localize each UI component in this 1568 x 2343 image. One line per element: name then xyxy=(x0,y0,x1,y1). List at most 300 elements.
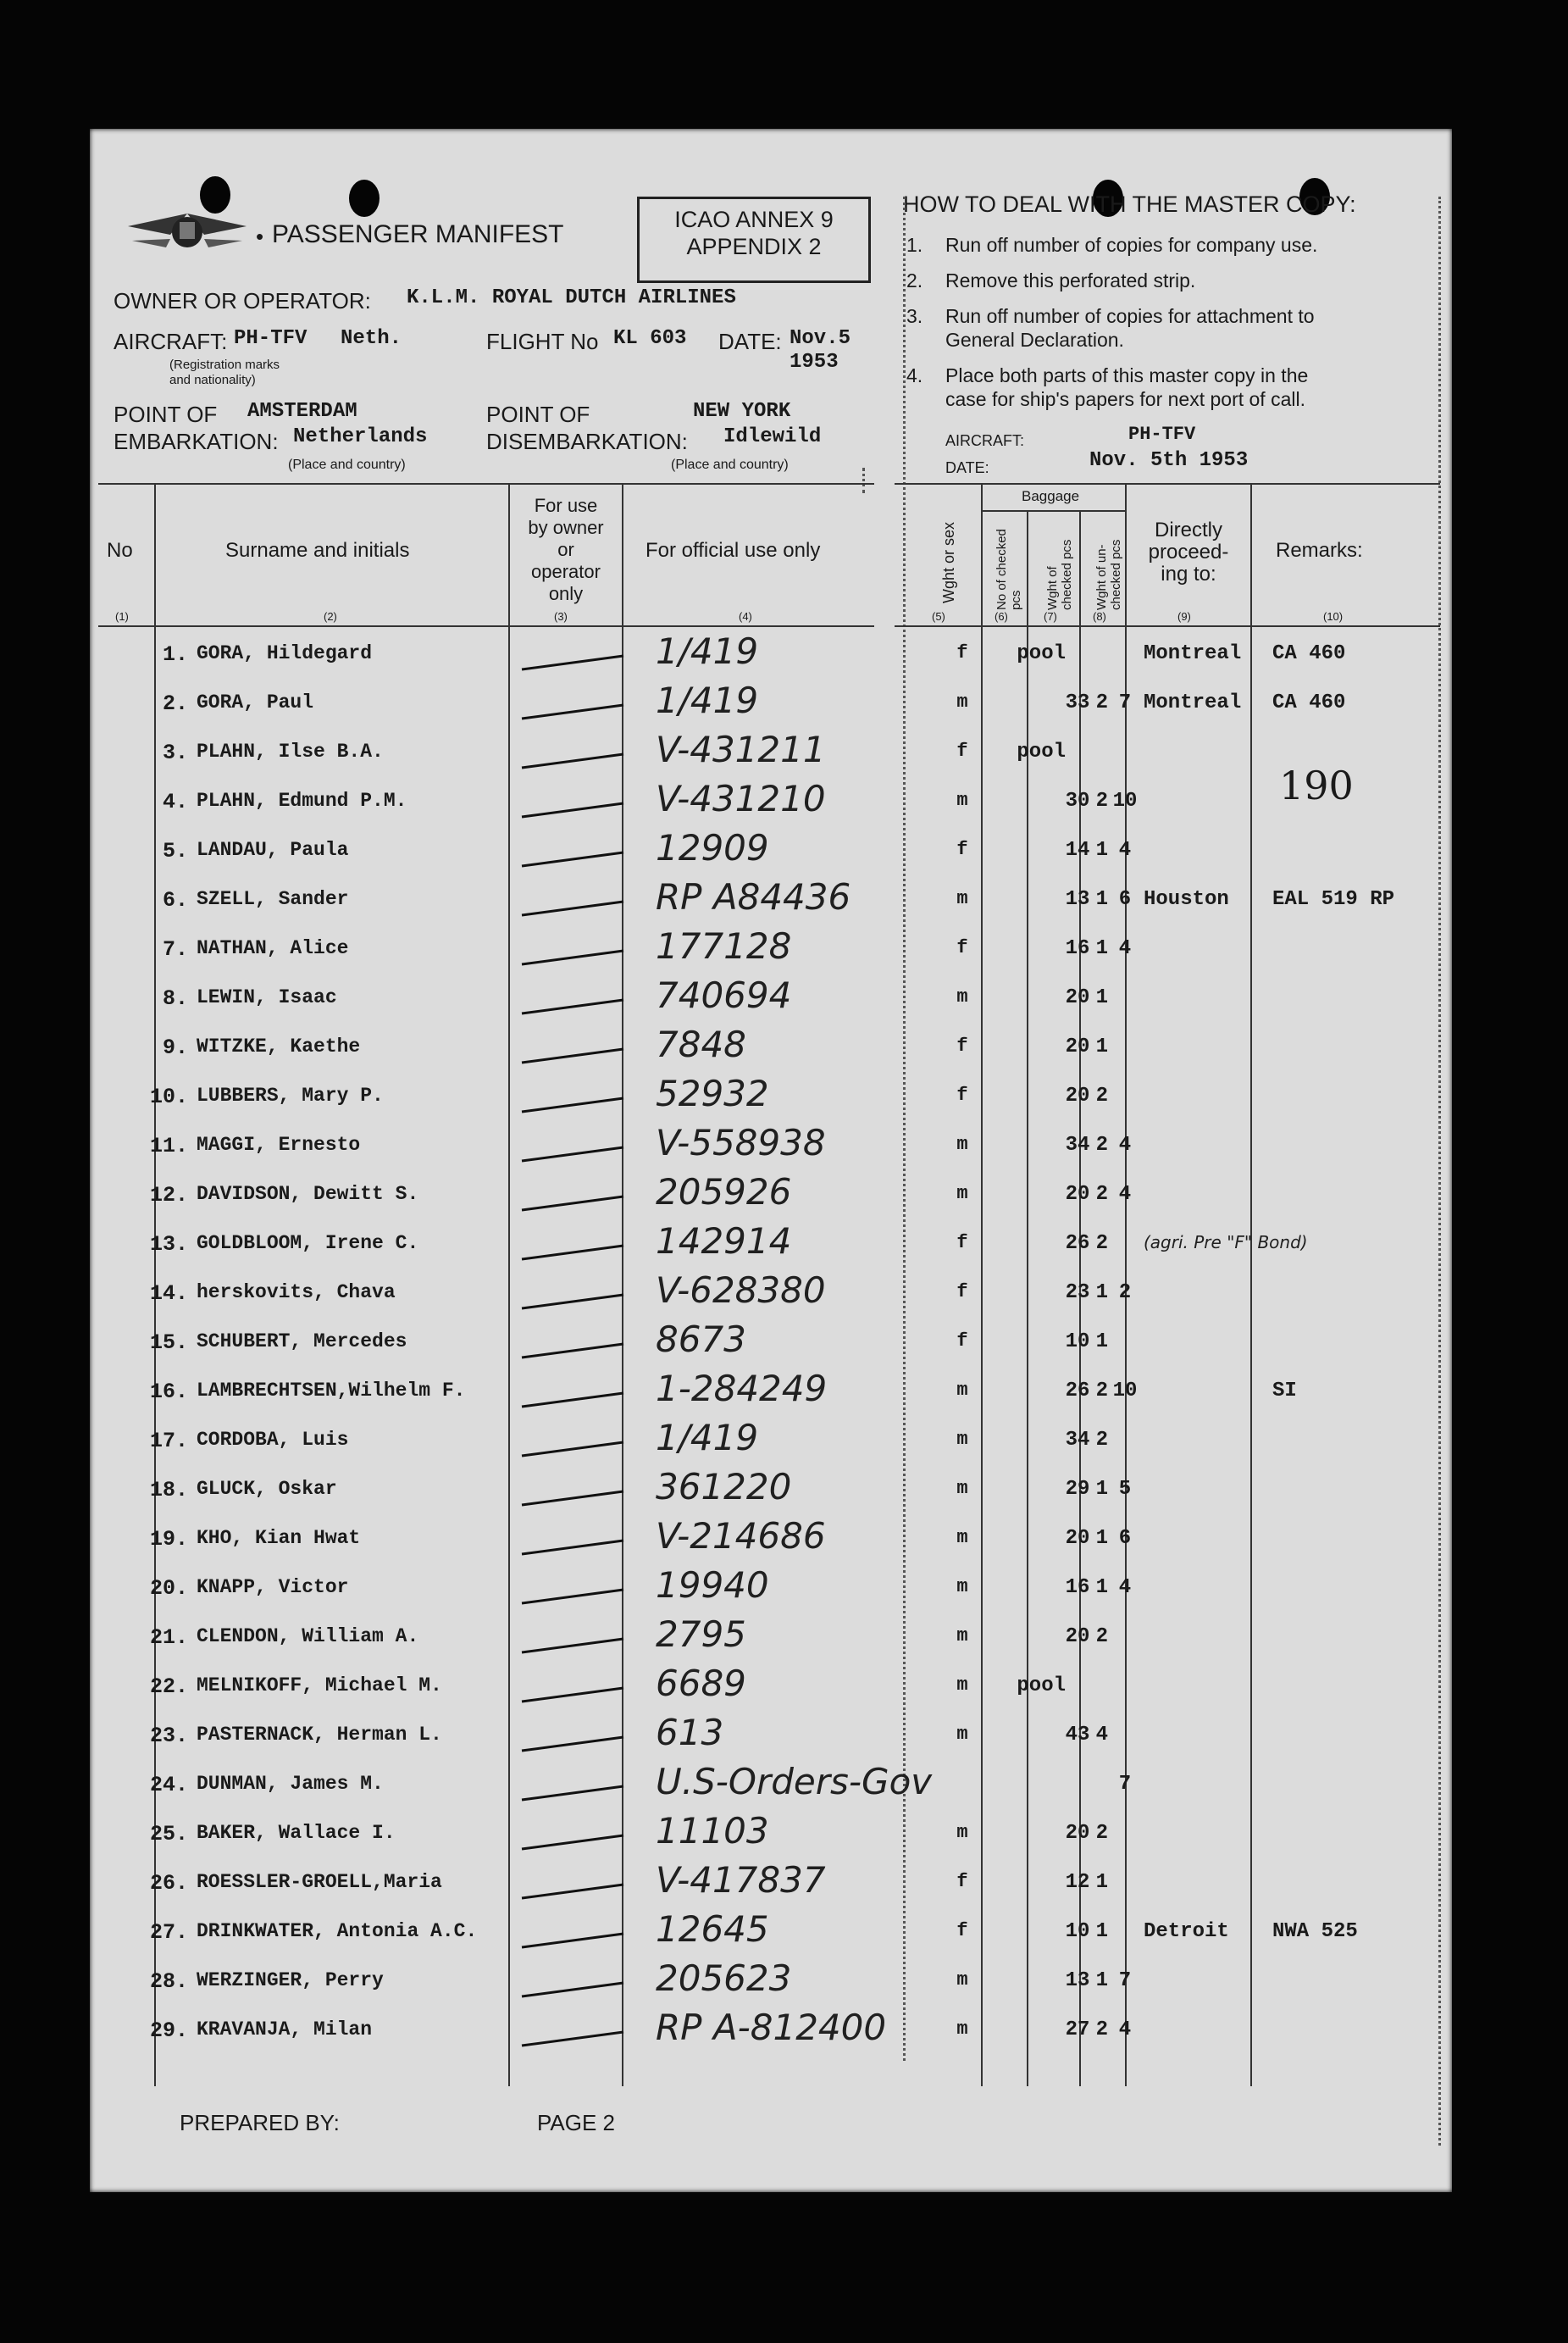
passenger-sex: f xyxy=(956,937,968,958)
passenger-name: DRINKWATER, Antonia A.C. xyxy=(197,1920,478,1942)
checked-pieces: 2 xyxy=(1095,1380,1108,1402)
unchecked-weight: 6 xyxy=(1118,1527,1132,1550)
baggage-sub-line xyxy=(981,510,1125,512)
passenger-name: PASTERNACK, Herman L. xyxy=(197,1724,442,1746)
instruction-text: Run off number of copies for company use. xyxy=(945,234,1318,256)
row-number: 13. xyxy=(149,1232,188,1257)
row-number: 28. xyxy=(149,1969,188,1994)
row-number: 16. xyxy=(149,1380,188,1404)
col-header-name: Surname and initials xyxy=(225,539,410,562)
passenger-name: KHO, Kian Hwat xyxy=(197,1527,361,1549)
flight-label: FLIGHT No xyxy=(486,329,599,354)
instruction-num: 1. xyxy=(906,234,923,256)
flight-value: KL 603 xyxy=(613,327,687,350)
checked-weight: 23 xyxy=(1065,1281,1090,1304)
checked-pieces: 2 xyxy=(1095,1134,1108,1157)
checked-weight: 20 xyxy=(1065,986,1090,1009)
col-num: (6) xyxy=(995,610,1008,623)
passenger-name: DAVIDSON, Dewitt S. xyxy=(197,1183,419,1205)
passenger-name: LANDAU, Paula xyxy=(197,839,349,861)
checked-weight: 33 xyxy=(1065,691,1090,714)
checked-weight: 20 xyxy=(1065,1183,1090,1206)
instruction-num: 3. xyxy=(906,305,923,327)
passenger-name: CLENDON, William A. xyxy=(197,1625,419,1647)
passenger-name: GORA, Hildegard xyxy=(197,642,373,664)
check-mark xyxy=(513,1339,640,1363)
checked-pieces: 1 xyxy=(1095,1281,1108,1304)
passenger-name: herskovits, Chava xyxy=(197,1281,396,1303)
col-header-owner: operator xyxy=(531,561,601,582)
checked-pieces: 2 xyxy=(1095,1183,1108,1206)
check-mark xyxy=(513,946,640,969)
official-use-entry: V-558938 xyxy=(656,1122,826,1163)
row-number: 12. xyxy=(149,1183,188,1208)
passenger-name: DUNMAN, James M. xyxy=(197,1773,384,1795)
checked-weight: 20 xyxy=(1065,1625,1090,1648)
unchecked-weight: 7 xyxy=(1118,1969,1132,1992)
checked-weight: 27 xyxy=(1065,2018,1090,2041)
table-row xyxy=(90,630,1452,691)
checked-weight: 10 xyxy=(1065,1920,1090,1943)
official-use-entry: 12909 xyxy=(656,827,769,869)
checked-weight: 34 xyxy=(1065,1134,1090,1157)
row-number: 14. xyxy=(149,1281,188,1306)
proceeding-to: (agri. Pre "F" Bond) xyxy=(1144,1232,1308,1252)
check-mark xyxy=(513,1290,640,1313)
passenger-sex: m xyxy=(956,986,968,1008)
instruction-text: Place both parts of this master copy in the xyxy=(945,364,1309,386)
unchecked-weight: 4 xyxy=(1118,839,1132,862)
instruction-text: General Declaration. xyxy=(945,329,1124,351)
checked-weight: 13 xyxy=(1065,888,1090,911)
row-number: 26. xyxy=(149,1871,188,1896)
passenger-name: MAGGI, Ernesto xyxy=(197,1134,361,1156)
official-use-entry: V-431211 xyxy=(656,729,826,770)
unchecked-weight: 4 xyxy=(1118,2018,1132,2041)
row-number: 22. xyxy=(149,1674,188,1699)
checked-pieces: pool xyxy=(1017,741,1066,763)
check-mark xyxy=(513,651,640,675)
row-number: 18. xyxy=(149,1478,188,1502)
owner-label: OWNER OR OPERATOR: xyxy=(114,288,371,314)
passenger-name: KNAPP, Victor xyxy=(197,1576,349,1598)
col-header-no: No xyxy=(107,539,133,562)
check-mark xyxy=(513,1929,640,1952)
col-num: (7) xyxy=(1044,610,1057,623)
check-mark xyxy=(513,847,640,871)
row-number: 27. xyxy=(149,1920,188,1945)
official-use-entry: V-628380 xyxy=(656,1269,826,1311)
aircraft-label: AIRCRAFT: xyxy=(114,329,228,354)
col-header-baggage: Baggage xyxy=(1022,488,1080,504)
table-row xyxy=(90,1663,1452,1724)
check-mark xyxy=(513,897,640,920)
checked-weight: 20 xyxy=(1065,1527,1090,1550)
icao-annex: ICAO ANNEX 9 xyxy=(674,207,834,232)
table-row xyxy=(90,1564,1452,1625)
official-use-entry: RP A-812400 xyxy=(656,2007,887,2048)
passenger-sex: m xyxy=(956,1527,968,1548)
checked-pieces: 2 xyxy=(1095,1625,1108,1648)
official-use-entry: 1-284249 xyxy=(656,1368,828,1409)
checked-weight: 16 xyxy=(1065,937,1090,960)
passenger-name: KRAVANJA, Milan xyxy=(197,2018,373,2040)
passenger-name: MELNIKOFF, Michael M. xyxy=(197,1674,442,1696)
check-mark xyxy=(513,700,640,724)
passenger-sex: m xyxy=(956,1625,968,1646)
row-number: 8. xyxy=(162,986,188,1011)
check-mark xyxy=(513,1978,640,2002)
official-use-entry: 205623 xyxy=(656,1957,792,1999)
unchecked-weight: 10 xyxy=(1112,1380,1138,1402)
passenger-name: WERZINGER, Perry xyxy=(197,1969,384,1991)
passenger-sex: m xyxy=(956,1674,968,1696)
passenger-sex: f xyxy=(956,1871,968,1892)
manifest-sheet xyxy=(90,129,1452,2192)
row-number: 19. xyxy=(149,1527,188,1552)
pod-airport: Idlewild xyxy=(723,425,822,448)
passenger-sex: m xyxy=(956,1183,968,1204)
checked-pieces: 2 xyxy=(1095,790,1108,813)
checked-pieces: 1 xyxy=(1095,1871,1108,1894)
check-mark xyxy=(513,749,640,773)
checked-pieces: 1 xyxy=(1095,1035,1108,1058)
bullet: • xyxy=(256,224,264,249)
row-number: 10. xyxy=(149,1085,188,1109)
table-row xyxy=(90,1024,1452,1085)
col-header-sex: Wght or sex xyxy=(940,521,957,603)
passenger-sex: f xyxy=(956,1920,968,1941)
table-row xyxy=(90,1269,1452,1330)
official-use-entry: 2795 xyxy=(656,1613,746,1655)
checked-weight: 43 xyxy=(1065,1724,1090,1746)
col-num: (2) xyxy=(324,610,337,623)
page-number-stamp: 190 xyxy=(1279,763,1354,808)
col-header-owner: only xyxy=(548,583,584,604)
date-label: DATE: xyxy=(718,329,782,354)
check-mark xyxy=(513,1830,640,1854)
reg-note: and nationality) xyxy=(169,373,256,387)
instruction-text: case for ship's papers for next port of call. xyxy=(945,388,1305,410)
official-use-entry: 11103 xyxy=(656,1810,769,1852)
passenger-sex: m xyxy=(956,1822,968,1843)
table-row xyxy=(90,1761,1452,1822)
panel-aircraft-label: AIRCRAFT: xyxy=(945,432,1025,449)
aircraft-nationality: Neth. xyxy=(341,327,402,350)
checked-pieces: 2 xyxy=(1095,1429,1108,1452)
checked-weight: 14 xyxy=(1065,839,1090,862)
official-use-entry: 1/419 xyxy=(656,680,759,721)
checked-pieces: pool xyxy=(1017,642,1066,665)
col-num: (4) xyxy=(739,610,752,623)
passenger-sex: f xyxy=(956,1232,968,1253)
passenger-name: NATHAN, Alice xyxy=(197,937,349,959)
passenger-name: LAMBRECHTSEN,Wilhelm F. xyxy=(197,1380,466,1402)
col-header-official: For official use only xyxy=(645,539,821,562)
date-value: Nov.5 xyxy=(790,327,851,350)
official-use-entry: 6689 xyxy=(656,1663,746,1704)
passenger-sex: m xyxy=(956,1724,968,1745)
official-use-entry: 361220 xyxy=(656,1466,792,1507)
check-mark xyxy=(513,1781,640,1805)
instruction-text: Remove this perforated strip. xyxy=(945,269,1196,291)
check-mark xyxy=(513,995,640,1019)
proceeding-to: Montreal xyxy=(1144,642,1242,665)
checked-weight: 29 xyxy=(1065,1478,1090,1501)
table-row xyxy=(90,1515,1452,1576)
col-header-owner: For use xyxy=(534,495,598,516)
row-number: 3. xyxy=(162,741,188,765)
passenger-sex: m xyxy=(956,1969,968,1990)
checked-weight: 20 xyxy=(1065,1085,1090,1108)
pod-place: NEW YORK xyxy=(693,400,791,423)
check-mark xyxy=(513,1191,640,1215)
poe-place: AMSTERDAM xyxy=(247,400,357,423)
aircraft-value: PH-TFV xyxy=(234,327,308,350)
col-num: (1) xyxy=(115,610,129,623)
instruction-num: 2. xyxy=(906,269,923,291)
official-use-entry: 12645 xyxy=(656,1908,769,1950)
pod-note: (Place and country) xyxy=(671,458,789,472)
perforated-strip xyxy=(862,468,865,493)
unchecked-weight: 4 xyxy=(1118,1183,1132,1206)
row-number: 7. xyxy=(162,937,188,962)
unchecked-weight: 4 xyxy=(1118,1134,1132,1157)
col-header-unwt: Wght of un-checked pcs xyxy=(1094,539,1123,610)
col-num: (8) xyxy=(1093,610,1106,623)
row-number: 4. xyxy=(162,790,188,814)
table-row xyxy=(90,1859,1452,1920)
unchecked-weight: 7 xyxy=(1118,691,1132,714)
remarks: CA 460 xyxy=(1272,642,1346,665)
official-use-entry: 205926 xyxy=(656,1171,792,1213)
official-use-entry: 177128 xyxy=(656,925,792,967)
col-header-owner: by owner xyxy=(528,517,604,538)
official-use-entry: V-417837 xyxy=(656,1859,826,1901)
unchecked-weight: 7 xyxy=(1118,1773,1132,1796)
check-mark xyxy=(513,1388,640,1412)
col-num: (10) xyxy=(1323,610,1344,623)
col-num: (9) xyxy=(1177,610,1191,623)
official-use-entry: V-214686 xyxy=(656,1515,826,1557)
check-mark xyxy=(513,1634,640,1657)
passenger-name: PLAHN, Ilse B.A. xyxy=(197,741,384,763)
passenger-sex: m xyxy=(956,1478,968,1499)
checked-pieces: 2 xyxy=(1095,1822,1108,1845)
pod-label: DISEMBARKATION: xyxy=(486,429,688,454)
passenger-sex: m xyxy=(956,691,968,713)
passenger-sex: m xyxy=(956,2018,968,2040)
checked-pieces: 1 xyxy=(1095,1527,1108,1550)
passenger-name: GORA, Paul xyxy=(197,691,314,713)
row-number: 23. xyxy=(149,1724,188,1748)
owner-value: K.L.M. ROYAL DUTCH AIRLINES xyxy=(407,286,736,309)
check-mark xyxy=(513,1585,640,1608)
unchecked-weight: 4 xyxy=(1118,1576,1132,1599)
form-title: PASSENGER MANIFEST xyxy=(272,220,564,248)
remarks: EAL 519 RP xyxy=(1272,888,1395,911)
checked-weight: 20 xyxy=(1065,1035,1090,1058)
passenger-sex: m xyxy=(956,790,968,811)
checked-pieces: 2 xyxy=(1095,1085,1108,1108)
checked-pieces: 1 xyxy=(1095,937,1108,960)
passenger-sex: m xyxy=(956,1380,968,1401)
passenger-name: WITZKE, Kaethe xyxy=(197,1035,361,1058)
passenger-name: LEWIN, Isaac xyxy=(197,986,337,1008)
unchecked-weight: 4 xyxy=(1118,937,1132,960)
unchecked-weight: 2 xyxy=(1118,1281,1132,1304)
row-number: 17. xyxy=(149,1429,188,1453)
official-use-entry: RP A84436 xyxy=(656,876,851,918)
row-number: 25. xyxy=(149,1822,188,1846)
row-number: 2. xyxy=(162,691,188,716)
check-mark xyxy=(513,1437,640,1461)
official-use-entry: 1/419 xyxy=(656,1417,759,1458)
passenger-name: GOLDBLOOM, Irene C. xyxy=(197,1232,419,1254)
row-number: 15. xyxy=(149,1330,188,1355)
col-header-dest: proceed- xyxy=(1148,541,1229,564)
official-use-entry: U.S-Orders-Gov xyxy=(656,1761,933,1802)
unchecked-weight: 10 xyxy=(1112,790,1138,813)
checked-weight: 16 xyxy=(1065,1576,1090,1599)
checked-pieces: 4 xyxy=(1095,1724,1108,1746)
checked-pieces: 1 xyxy=(1095,1576,1108,1599)
passenger-sex: m xyxy=(956,1429,968,1450)
checked-weight: 13 xyxy=(1065,1969,1090,1992)
checked-weight: 20 xyxy=(1065,1822,1090,1845)
checked-pieces: 1 xyxy=(1095,839,1108,862)
official-use-entry: 8673 xyxy=(656,1319,746,1360)
checked-pieces: 2 xyxy=(1095,691,1108,714)
checked-pieces: 1 xyxy=(1095,1330,1108,1353)
poe-note: (Place and country) xyxy=(288,458,406,472)
official-use-entry: 1/419 xyxy=(656,630,759,672)
panel-date-value: Nov. 5th 1953 xyxy=(1089,449,1249,472)
passenger-sex: m xyxy=(956,888,968,909)
col-num: (5) xyxy=(932,610,945,623)
remarks: SI xyxy=(1272,1380,1297,1402)
col-header-owner: or xyxy=(557,539,574,560)
panel-aircraft-value: PH-TFV xyxy=(1128,424,1196,445)
panel-date-label: DATE: xyxy=(945,459,989,476)
checked-pieces: 1 xyxy=(1095,1920,1108,1943)
passenger-sex: m xyxy=(956,1134,968,1155)
check-mark xyxy=(513,1241,640,1264)
proceeding-to: Houston xyxy=(1144,888,1229,911)
checked-weight: 12 xyxy=(1065,1871,1090,1894)
punch-hole xyxy=(349,180,380,217)
row-number: 1. xyxy=(162,642,188,667)
page-label: PAGE 2 xyxy=(537,2110,616,2135)
remarks: CA 460 xyxy=(1272,691,1346,714)
passenger-sex: m xyxy=(956,1576,968,1597)
icao-appendix: APPENDIX 2 xyxy=(686,234,822,259)
poe-label: POINT OF xyxy=(114,402,218,427)
checked-pieces: pool xyxy=(1017,1674,1066,1697)
passenger-name: PLAHN, Edmund P.M. xyxy=(197,790,407,812)
official-use-entry: 142914 xyxy=(656,1220,792,1262)
official-use-entry: 7848 xyxy=(656,1024,746,1065)
reg-note: (Registration marks xyxy=(169,358,280,372)
passenger-name: SCHUBERT, Mercedes xyxy=(197,1330,407,1352)
col-header-remarks: Remarks: xyxy=(1276,539,1363,562)
col-header-wt: Wght of checked pcs xyxy=(1045,539,1074,610)
passenger-name: BAKER, Wallace I. xyxy=(197,1822,396,1844)
passenger-name: CORDOBA, Luis xyxy=(197,1429,349,1451)
check-mark xyxy=(513,1732,640,1756)
date-year: 1953 xyxy=(790,351,839,374)
checked-weight: 30 xyxy=(1065,790,1090,813)
poe-label: EMBARKATION: xyxy=(114,429,279,454)
checked-weight: 26 xyxy=(1065,1232,1090,1255)
check-mark xyxy=(513,798,640,822)
row-number: 5. xyxy=(162,839,188,863)
table-row xyxy=(90,1613,1452,1674)
passenger-sex: f xyxy=(956,642,968,663)
official-use-entry: 52932 xyxy=(656,1073,769,1114)
unchecked-weight: 6 xyxy=(1118,888,1132,911)
instruction-num: 4. xyxy=(906,364,923,386)
checked-pieces: 2 xyxy=(1095,2018,1108,2041)
checked-pieces: 1 xyxy=(1095,1478,1108,1501)
row-number: 21. xyxy=(149,1625,188,1650)
passenger-sex: f xyxy=(956,741,968,762)
row-number: 11. xyxy=(149,1134,188,1158)
official-use-entry: V-431210 xyxy=(656,778,826,819)
checked-pieces: 1 xyxy=(1095,986,1108,1009)
header-bottom-line xyxy=(98,625,874,627)
check-mark xyxy=(513,1879,640,1903)
check-mark xyxy=(513,1683,640,1707)
official-use-entry: 19940 xyxy=(656,1564,769,1606)
col-num: (3) xyxy=(554,610,568,623)
passenger-name: SZELL, Sander xyxy=(197,888,349,910)
checked-weight: 34 xyxy=(1065,1429,1090,1452)
table-top-line xyxy=(98,483,874,485)
table-row xyxy=(90,974,1452,1035)
passenger-name: LUBBERS, Mary P. xyxy=(197,1085,384,1107)
proceeding-to: Montreal xyxy=(1144,691,1242,714)
checked-weight: 10 xyxy=(1065,1330,1090,1353)
checked-pieces: 1 xyxy=(1095,1969,1108,1992)
instructions-title: HOW TO DEAL WITH THE MASTER COPY: xyxy=(903,192,1356,217)
row-number: 29. xyxy=(149,2018,188,2043)
check-mark xyxy=(513,1486,640,1510)
passenger-name: ROESSLER-GROELL,Maria xyxy=(197,1871,442,1893)
check-mark xyxy=(513,1044,640,1068)
check-mark xyxy=(513,1142,640,1166)
checked-pieces: 2 xyxy=(1095,1232,1108,1255)
row-number: 9. xyxy=(162,1035,188,1060)
poe-country: Netherlands xyxy=(293,425,428,448)
col-header-dest: Directly xyxy=(1154,519,1222,541)
passenger-sex: f xyxy=(956,1035,968,1057)
proceeding-to: Detroit xyxy=(1144,1920,1229,1943)
official-use-entry: 613 xyxy=(656,1712,724,1753)
check-mark xyxy=(513,2027,640,2051)
passenger-sex: f xyxy=(956,1330,968,1352)
prepared-by-label: PREPARED BY: xyxy=(180,2110,340,2135)
row-number: 20. xyxy=(149,1576,188,1601)
table-row xyxy=(90,2007,1452,2068)
table-top-line xyxy=(895,483,1440,485)
unchecked-weight: 5 xyxy=(1118,1478,1132,1501)
klm-wings-logo-icon xyxy=(124,197,251,264)
table-row xyxy=(90,1368,1452,1429)
pod-label: POINT OF xyxy=(486,402,590,427)
passenger-sex: f xyxy=(956,1281,968,1302)
checked-pieces: 1 xyxy=(1095,888,1108,911)
